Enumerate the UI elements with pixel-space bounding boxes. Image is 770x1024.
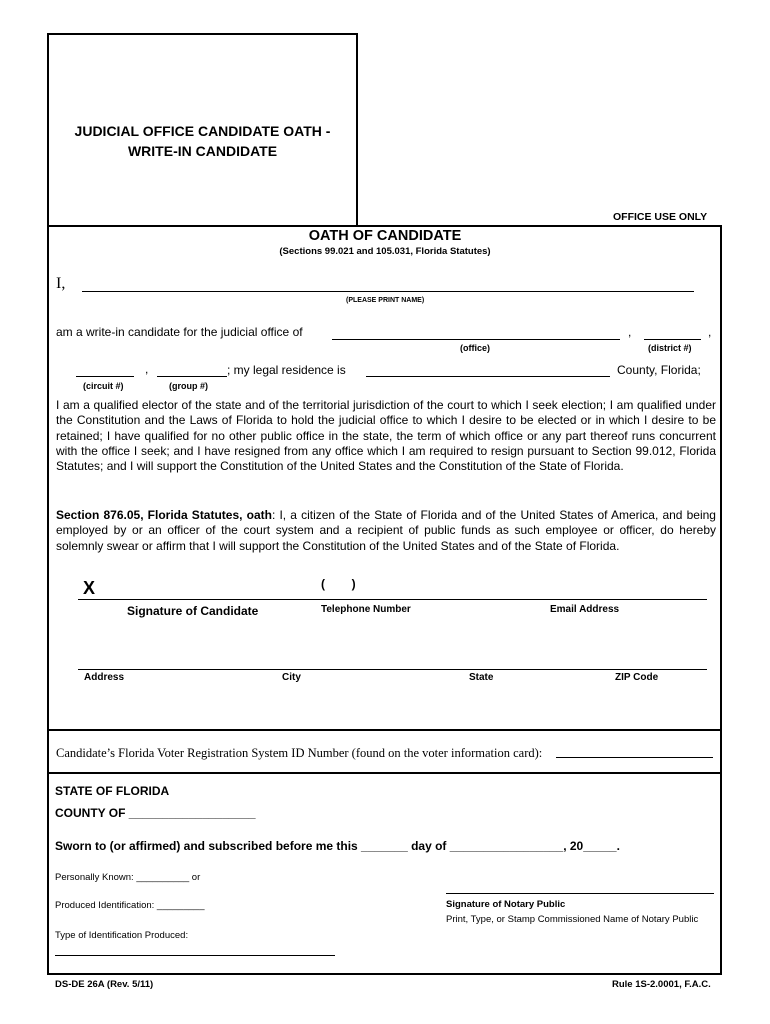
notary-signature-line[interactable] (446, 893, 714, 894)
zip-label: ZIP Code (615, 672, 659, 683)
office-use-label: OFFICE USE ONLY (613, 211, 708, 223)
state-of-florida: STATE OF FLORIDA (55, 784, 170, 798)
phone-paren: ( ) (321, 577, 356, 591)
print-name-label: (PLEASE PRINT NAME) (346, 297, 425, 304)
comma: , (708, 325, 712, 339)
i-label: I, (56, 275, 66, 292)
address-line[interactable] (78, 669, 707, 670)
district-field[interactable] (644, 339, 701, 340)
county-of: COUNTY OF ___________________ (55, 806, 256, 820)
oath-paragraph: I am a qualified elector of the state and of the territorial jurisdiction of the court to which I seek election; I am qualified under the Constitution and the Laws of Florida to hold the judicial office to which I desire to be elected or in which I desire to be retained; I have qualified for no other public office in the state, the term of which office or any part thereof runs concurrent with the office I seek; and I have resigned from any office which I am required to resign pursuant to Section 99.012, Florida Statutes; and I will support the Constitution of the United States and the Constitution of the State of Florida. (56, 398, 716, 474)
county-text: County, Florida; (617, 363, 701, 377)
circuit-field[interactable] (76, 376, 134, 377)
title-box (47, 33, 358, 226)
statutes-reference: (Sections 99.021 and 105.031, Florida Statutes) (279, 246, 491, 257)
identification-type-label: Type of Identification Produced: (55, 930, 189, 941)
telephone-label: Telephone Number (321, 604, 411, 615)
writein-text: am a write-in candidate for the judicial office of (56, 325, 303, 339)
notary-signature-label: Signature of Notary Public (446, 899, 566, 910)
section-reference: Section 876.05, Florida Statutes, oath (56, 508, 272, 522)
county-residence-field[interactable] (366, 376, 610, 377)
x-mark: X (83, 578, 96, 598)
city-label: City (282, 672, 301, 683)
candidate-name-field[interactable] (82, 291, 694, 292)
office-field[interactable] (332, 339, 620, 340)
signature-label: Signature of Candidate (127, 604, 259, 618)
form-id: DS-DE 26A (Rev. 5/11) (55, 979, 154, 990)
office-label: (office) (460, 343, 490, 353)
signature-line[interactable] (78, 599, 707, 600)
section-text: : I, a citizen of the State of Florida and of the United States of America, and being employed by or an officer of the court system and a recipient of public funds as such employee or officer, do hereby solemnly swear or affirm that I will support the Constitution of the United States and of the State of Florida. (56, 508, 716, 553)
group-field[interactable] (157, 376, 227, 377)
comma: , (628, 325, 632, 339)
form-title: JUDICIAL OFFICE CANDIDATE OATH - WRITE-IN CANDIDATE (74, 123, 331, 159)
produced-identification: Produced Identification: _________ (55, 900, 205, 911)
comma: , (145, 362, 149, 376)
circuit-label: (circuit #) (83, 381, 124, 391)
personally-known: Personally Known: __________ or (55, 872, 201, 883)
voter-id-text: Candidate’s Florida Voter Registration System ID Number (found on the voter information card): (56, 746, 543, 760)
oath-heading: OATH OF CANDIDATE (308, 228, 462, 244)
district-label: (district #) (648, 343, 692, 353)
rule-reference: Rule 1S-2.0001, F.A.C. (612, 979, 711, 990)
sworn-statement: Sworn to (or affirmed) and subscribed before me this _______ day of _________________, 20_____. (55, 839, 620, 853)
identification-type-field[interactable] (55, 955, 335, 956)
residence-text: ; my legal residence is (227, 363, 346, 377)
state-label: State (469, 672, 494, 683)
notary-name-label: Print, Type, or Stamp Commissioned Name of Notary Public (446, 914, 699, 925)
section-paragraph (56, 508, 716, 554)
address-label: Address (84, 672, 125, 683)
group-label: (group #) (169, 381, 208, 391)
voter-id-field[interactable] (556, 757, 713, 758)
email-label: Email Address (550, 604, 620, 615)
